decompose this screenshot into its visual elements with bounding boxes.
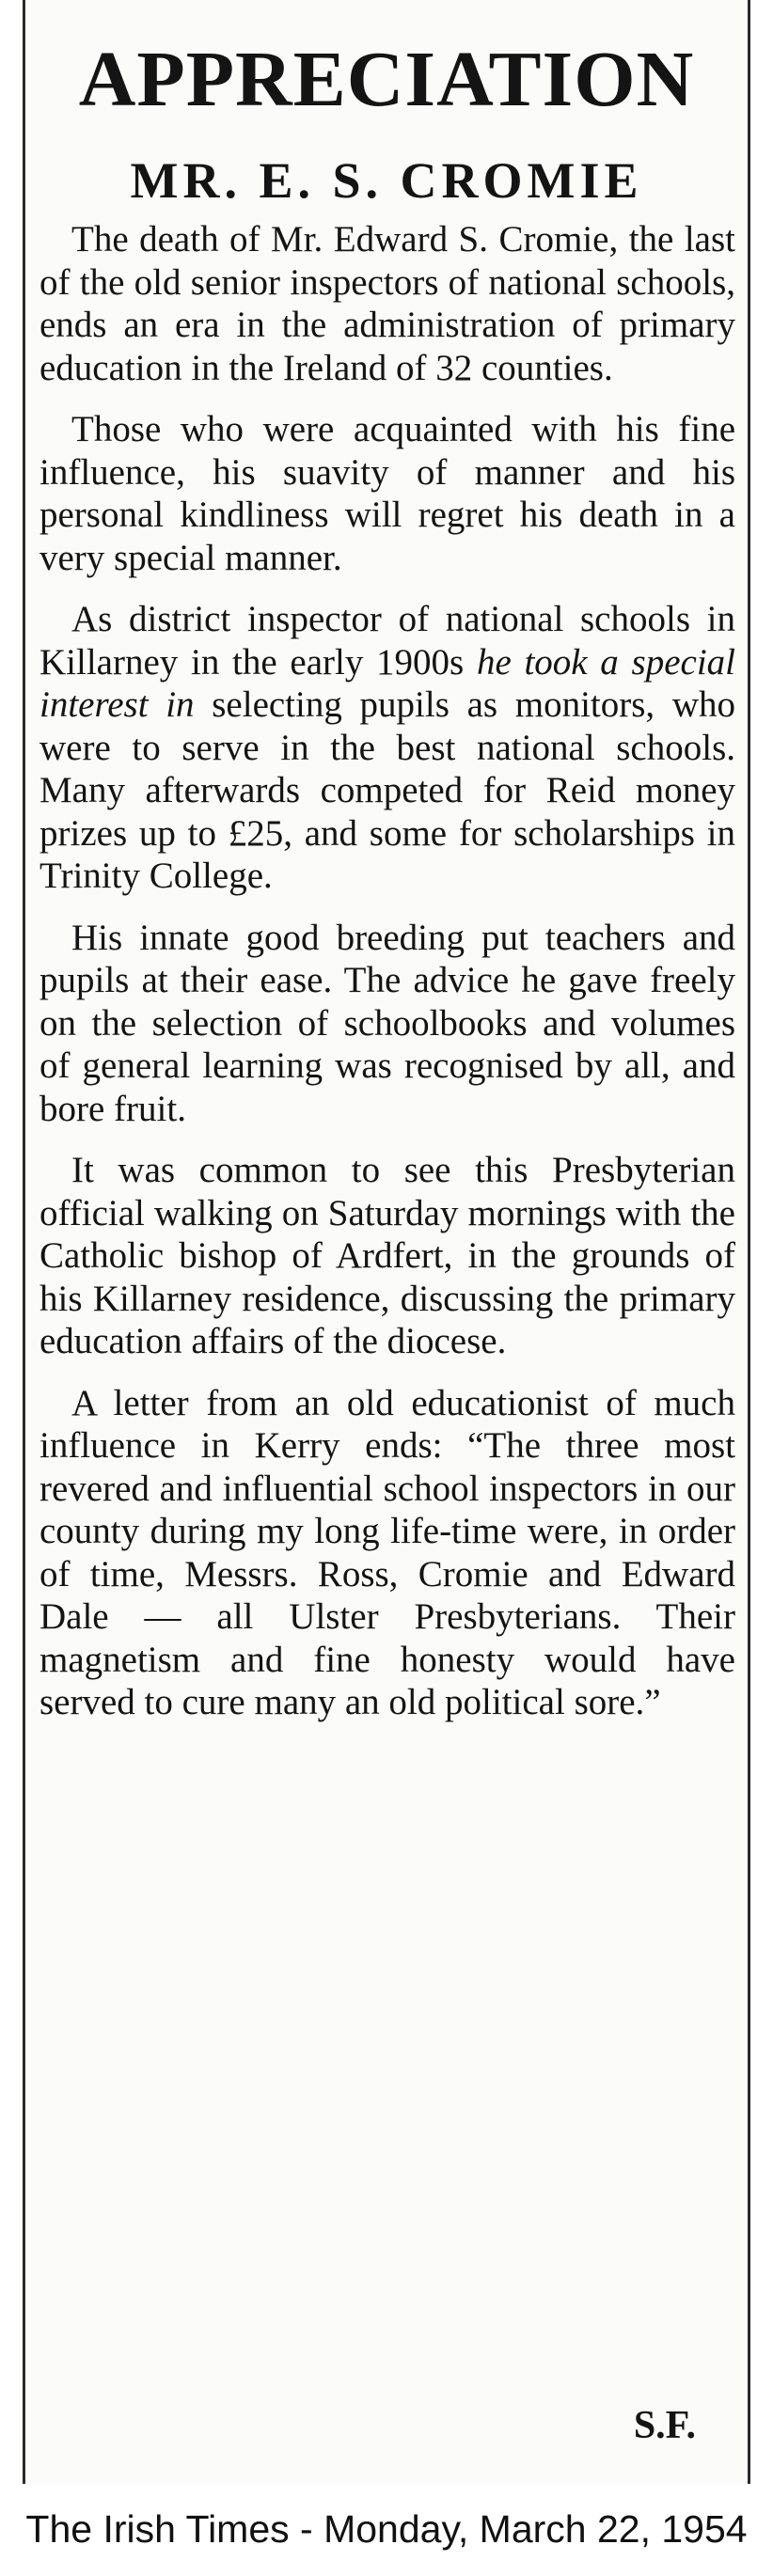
paragraph-2: Those who were acquainted with his fine influence, his suavity of manner and his personal kindliness will regret his death in a very special manner. <box>39 409 735 578</box>
paragraph-3-italic: he took a special interest in <box>39 641 735 725</box>
author-signature: S.F. <box>633 2404 696 2447</box>
source-caption: The Irish Times - Monday, March 22, 1954 <box>25 2507 748 2551</box>
article-body <box>39 218 735 1743</box>
paragraph-5: It was common to see this Presbyterian official walking on Saturday mornings with the Catholic bishop of Ardfert, in the grounds of his Killarney residence, discussing the primary education affairs of the diocese. <box>39 1150 735 1361</box>
column-rule-left <box>23 0 25 2484</box>
paragraph-3-end: selecting pupils as monitors, who were to serve in the best national schools. Many afterwards competed for Reid money prizes up to £25, and some for scholarships in Trinity College. <box>39 684 735 896</box>
paragraph-1: The death of Mr. Edward S. Cromie, the last of the old senior inspectors of national schools, ends an era in the administration of primary education in the Ireland of 32 counties. <box>39 219 735 388</box>
subheadline: MR. E. S. CROMIE <box>130 152 643 209</box>
column-rule-right <box>748 0 750 2484</box>
paragraph-3-start: As district inspector of national schools in Killarney in the early 1900s <box>39 599 735 683</box>
paragraph-6: A letter from an old educationist of much influence in Kerry ends: “The three most revered and influential school inspectors in our county during my long life-time were, in order of time, Messrs. Ross, Cromie and Edward Dale — all Ulster Presbyterians. Their magnetism and fine honesty would have served to cure many an old political sore.” <box>39 1382 735 1722</box>
headline: APPRECIATION <box>78 36 695 123</box>
paragraph-3 <box>39 598 735 898</box>
paragraph-4: His innate good breeding put teachers and pupils at their ease. The advice he gave freely on the selection of schoolbooks and volumes of general learning was recognised by all, and bore fruit. <box>39 917 735 1129</box>
